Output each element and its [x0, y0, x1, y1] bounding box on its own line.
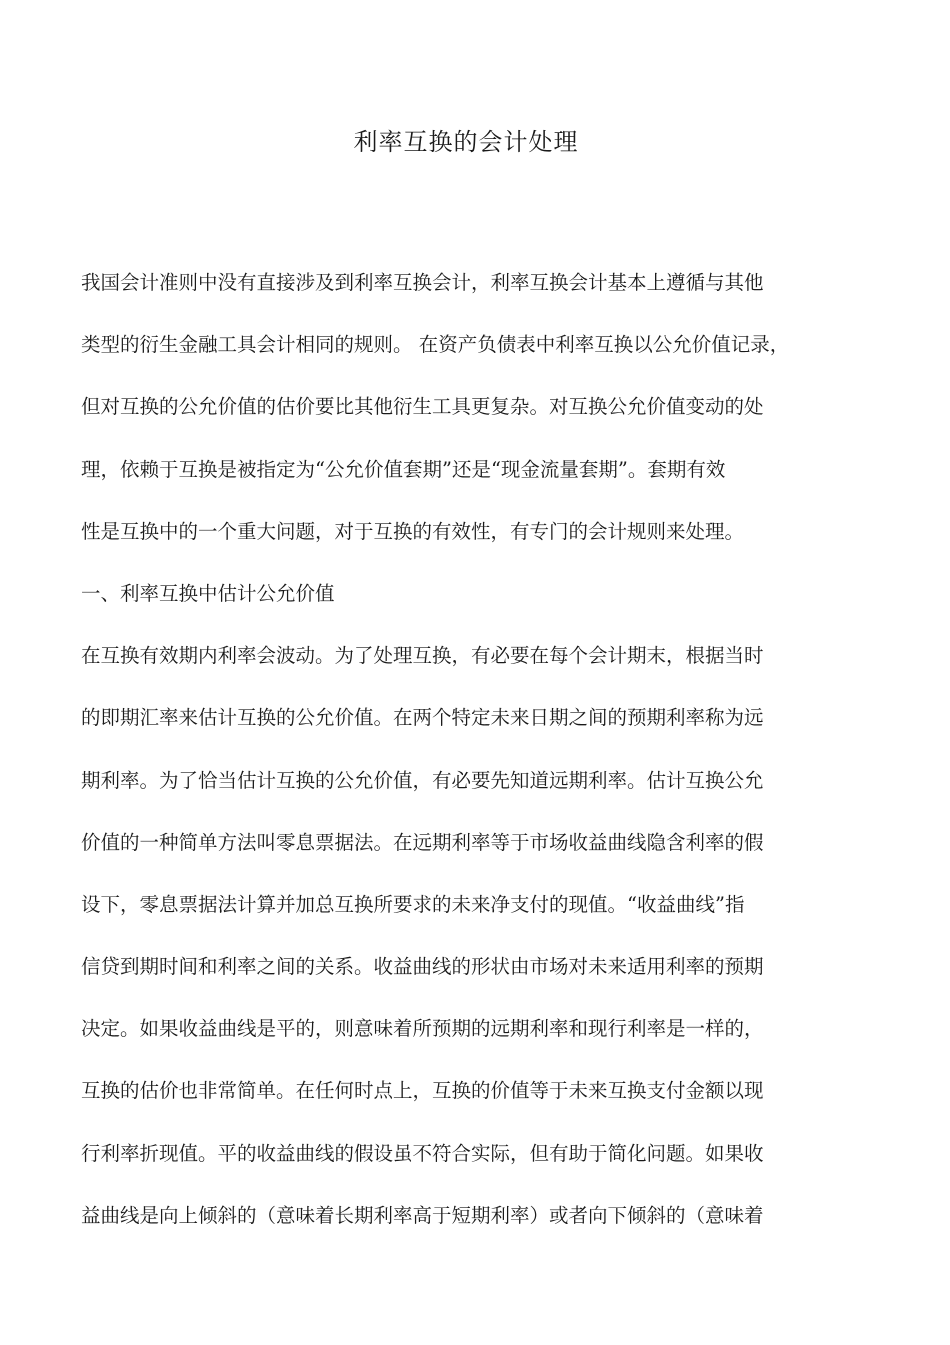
body-line: 理，依赖于互换是被指定为“公允价值套期”还是“现金流量套期”。套期有效 — [81, 457, 726, 481]
body-line: 期利率。为了恰当估计互换的公允价值，有必要先知道远期利率。估计互换公允 — [81, 768, 764, 792]
document-body — [81, 263, 881, 1258]
body-line: 的即期汇率来估计互换的公允价值。在两个特定未来日期之间的预期利率称为远 — [81, 706, 764, 730]
body-line: 信贷到期时间和利率之间的关系。收益曲线的形状由市场对未来适用利率的预期 — [81, 955, 764, 979]
body-line: 益曲线是向上倾斜的（意味着长期利率高于短期利率）或者向下倾斜的（意味着 — [81, 1203, 764, 1227]
body-line: 价值的一种简单方法叫零息票据法。在远期利率等于市场收益曲线隐含利率的假 — [81, 830, 764, 854]
body-line: 性是互换中的一个重大问题，对于互换的有效性，有专门的会计规则来处理。 — [81, 519, 745, 543]
body-line: 类型的衍生金融工具会计相同的规则。 在资产负债表中利率互换以公允价值记录， — [81, 333, 790, 357]
body-line: 在互换有效期内利率会波动。为了处理互换，有必要在每个会计期末，根据当时 — [81, 644, 764, 668]
document-title: 利率互换的会计处理 — [353, 128, 579, 156]
body-line: 行利率折现值。平的收益曲线的假设虽不符合实际，但有助于简化问题。如果收 — [81, 1141, 764, 1165]
section-heading: 一、利率互换中估计公允价值 — [81, 581, 335, 605]
body-line: 互换的估价也非常简单。在任何时点上，互换的价值等于未来互换支付金额以现 — [81, 1079, 764, 1103]
body-line: 决定。如果收益曲线是平的，则意味着所预期的远期利率和现行利率是一样的， — [81, 1017, 764, 1041]
body-line: 但对互换的公允价值的估价要比其他衍生工具更复杂。对互换公允价值变动的处 — [81, 395, 764, 419]
body-line: 我国会计准则中没有直接涉及到利率互换会计，利率互换会计基本上遵循与其他 — [81, 271, 764, 294]
body-line: 设下，零息票据法计算并加总互换所要求的未来净支付的现值。“收益曲线”指 — [81, 892, 745, 916]
